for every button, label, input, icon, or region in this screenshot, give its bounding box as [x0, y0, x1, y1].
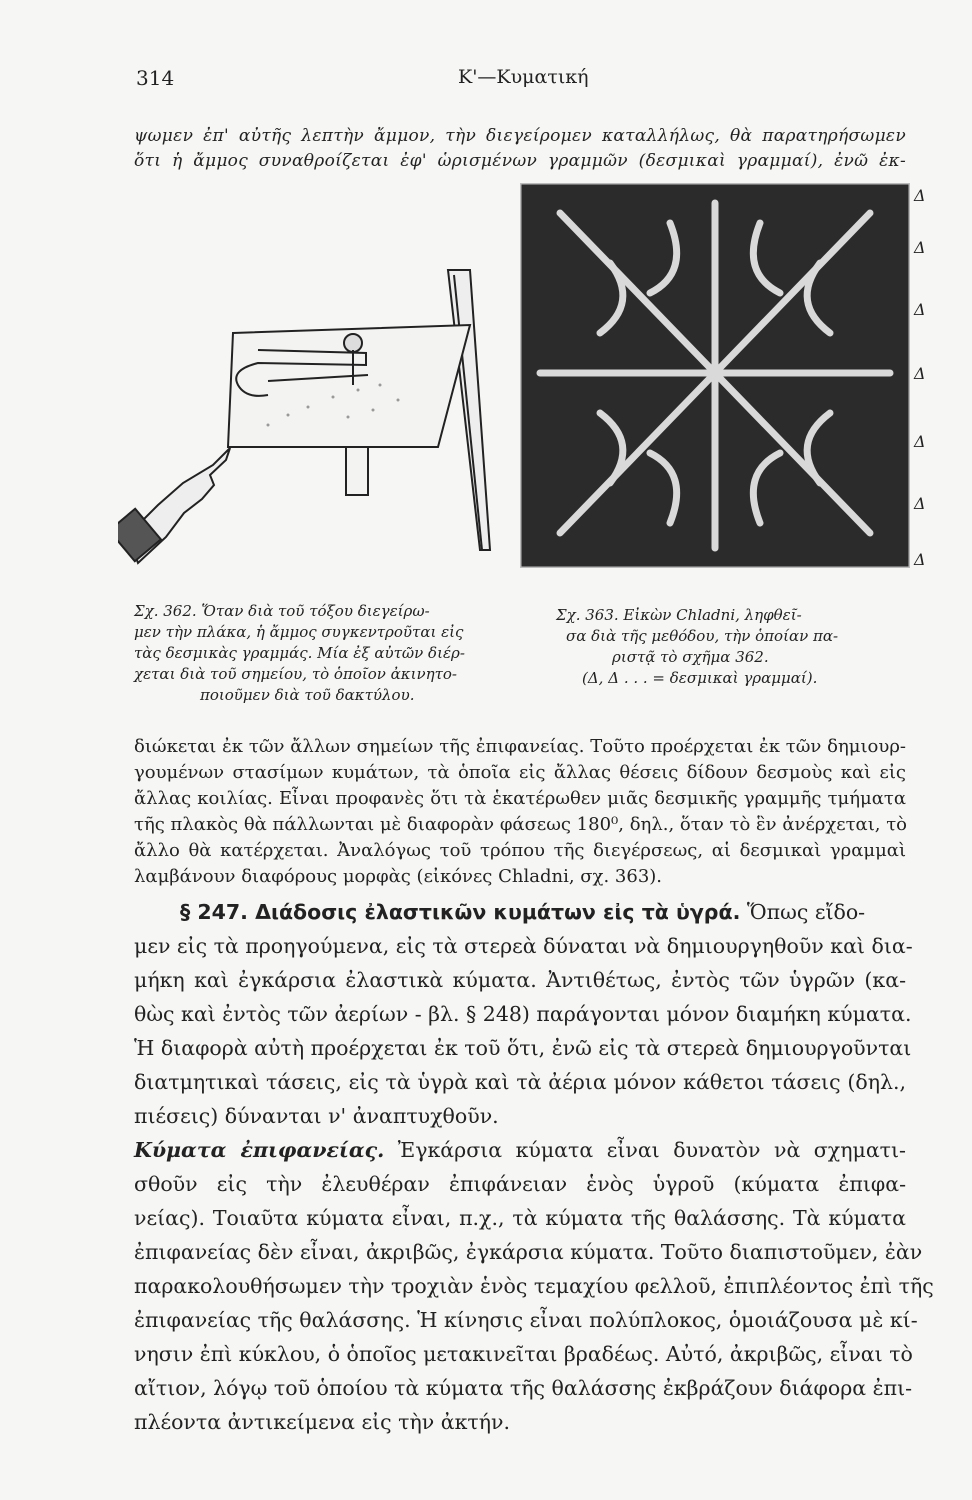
node-label: Δ: [914, 238, 926, 257]
fig363-caption-line-4: (Δ, Δ . . . = δεσμικαὶ γραμμαί).: [582, 669, 818, 687]
node-label: Δ: [914, 186, 926, 205]
clamp-screw: [344, 334, 362, 352]
figure-363-chladni-image: [520, 183, 910, 568]
fig362-caption-line-4: χεται διὰ τοῦ σημείου, τὸ ὁποῖον ἀκινητο-: [134, 665, 457, 683]
fig363-caption-line-3: ριστᾷ τὸ σχῆμα 362.: [612, 648, 769, 666]
para1-line-1: διώκεται ἐκ τῶν ἄλλων σημείων τῆς ἐπιφανείας. Τοῦτο προέρχεται ἐκ τῶν δημιουρ-: [134, 736, 906, 757]
section-247-line: Ἡ διαφορὰ αὐτὴ προέρχεται ἐκ τοῦ ὅτι, ἐνῶ εἰς τὰ στερεὰ δημιουργοῦνται: [134, 1036, 912, 1060]
node-label: Δ: [914, 494, 926, 513]
bow-stick: [448, 270, 490, 550]
surface-waves-line: παρακολουθήσωμεν τὴν τροχιὰν ἑνὸς τεμαχίου φελλοῦ, ἐπιπλέοντος ἐπὶ τῆς: [134, 1274, 934, 1298]
surface-waves-line: νείας). Τοιαῦτα κύματα εἶναι, π.χ., τὰ κύματα τῆς θαλάσσης. Τὰ κύματα: [134, 1206, 906, 1230]
surface-waves-line: σθοῦν εἰς τὴν ἐλευθέραν ἐπιφάνειαν ἑνὸς ὑγροῦ (κύματα ἐπιφα-: [134, 1172, 906, 1196]
surface-waves-line: πλέοντα ἀντικείμενα εἰς τὴν ἀκτήν.: [134, 1410, 511, 1434]
section-247-line: θὼς καὶ ἐντὸς τῶν ἀερίων - βλ. § 248) παράγονται μόνον διαμήκη κύματα.: [134, 1002, 912, 1026]
figure-362-illustration: [118, 185, 518, 580]
running-title: Κ'—Κυματική: [458, 66, 589, 88]
intro-line-1: ψωμεν ἐπ' αὐτῆς λεπτὴν ἄμμον, τὴν διεγείρομεν καταλλήλως, θὰ παρατηρήσωμεν: [134, 126, 906, 146]
para1-line-4: τῆς πλακὸς θὰ πάλλωνται μὲ διαφορὰν φάσεως 180⁰, δηλ., ὅταν τὸ ἓν ἀνέρχεται, τὸ: [134, 814, 907, 835]
para1-line-6: λαμβάνουν διαφόρους μορφὰς (εἰκόνες Chladni, σχ. 363).: [134, 866, 663, 887]
section-247-line: πιέσεις) δύνανται ν' ἀναπτυχθοῦν.: [134, 1104, 499, 1128]
fig362-caption-line-2: μεν τὴν πλάκα, ἡ ἄμμος συγκεντροῦται εἰς: [134, 623, 464, 641]
node-label: Δ: [914, 300, 926, 319]
fig363-caption-line-1: Σχ. 363. Εἰκὼν Chladni, ληφθεῖ-: [556, 606, 802, 624]
surface-waves-line: ἐπιφανείας τῆς θαλάσσης. Ἡ κίνησις εἶναι πολύπλοκος, ὁμοιάζουσα μὲ κί-: [134, 1308, 918, 1332]
para1-line-3: ἄλλας κοιλίας. Εἶναι προφανὲς ὅτι τὰ ἑκατέρωθεν μιᾶς δεσμικῆς γραμμῆς τμήματα: [134, 788, 906, 809]
fig362-caption-line-3: τὰς δεσμικὰς γραμμάς. Μία ἐξ αὐτῶν διέρ-: [134, 644, 465, 662]
surface-waves-line: ἐπιφανείας δὲν εἶναι, ἀκριβῶς, ἐγκάρσια κύματα. Τοῦτο διαπιστοῦμεν, ἐὰν: [134, 1240, 923, 1264]
section-247-heading: § 247. Διάδοσις ἐλαστικῶν κυμάτων εἰς τὰ ὑγρά.: [180, 900, 741, 924]
section-247-line: διατμητικαὶ τάσεις, εἰς τὰ ὑγρὰ καὶ τὰ ἀέρια μόνον κάθετοι τάσεις (δηλ.,: [134, 1070, 906, 1094]
node-label: Δ: [914, 432, 926, 451]
surface-waves-first-line-rest: Ἐγκάρσια κύματα εἶναι δυνατὸν νὰ σχηματι-: [397, 1138, 906, 1162]
fig362-caption-line-1: Σχ. 362. Ὅταν διὰ τοῦ τόξου διεγείρω-: [134, 602, 430, 620]
stand-post: [346, 447, 368, 495]
node-label: Δ: [914, 550, 926, 569]
section-247-line: μεν εἰς τὰ προηγούμενα, εἰς τὰ στερεὰ δύναται νὰ δημιουργηθοῦν καὶ δια-: [134, 934, 913, 958]
surface-waves-line: νησιν ἐπὶ κύκλου, ὁ ὁποῖος μετακινεῖται βραδέως. Αὐτό, ἀκριβῶς, εἶναι τὸ: [134, 1342, 913, 1366]
surface-waves-line: αἴτιον, λόγῳ τοῦ ὁποίου τὰ κύματα τῆς θαλάσσης ἐκβράζουν διάφορα ἐπι-: [134, 1376, 913, 1400]
fig362-caption-line-5: ποιοῦμεν διὰ τοῦ δακτύλου.: [200, 686, 415, 704]
page-number: 314: [136, 66, 175, 90]
section-247-line: μήκη καὶ ἐγκάρσια ἐλαστικὰ κύματα. Ἀντιθέτως, ἐντὸς τῶν ὑγρῶν (κα-: [134, 968, 906, 992]
fig363-caption-line-2: σα διὰ τῆς μεθόδου, τὴν ὁποίαν πα-: [566, 627, 839, 645]
section-247-first-line: [180, 900, 865, 924]
surface-waves-first-line: [134, 1138, 906, 1162]
surface-waves-title: Κύματα ἐπιφανείας.: [134, 1138, 385, 1162]
section-247-first-line-rest: Ὅπως εἴδο-: [746, 900, 866, 924]
para1-line-5: ἄλλο θὰ κατέρχεται. Ἀναλόγως τοῦ τρόπου τῆς διεγέρσεως, αἱ δεσμικαὶ γραμμαὶ: [134, 840, 906, 861]
para1-line-2: γουμένων στασίμων κυμάτων, τὰ ὁποῖα εἰς ἄλλας θέσεις δίδουν δεσμοὺς καὶ εἰς: [134, 762, 906, 783]
intro-line-2: ὅτι ἡ ἄμμος συναθροίζεται ἐφ' ὡρισμένων γραμμῶν (δεσμικαὶ γραμμαί), ἐνῶ ἐκ-: [134, 151, 906, 171]
node-label: Δ: [914, 364, 926, 383]
